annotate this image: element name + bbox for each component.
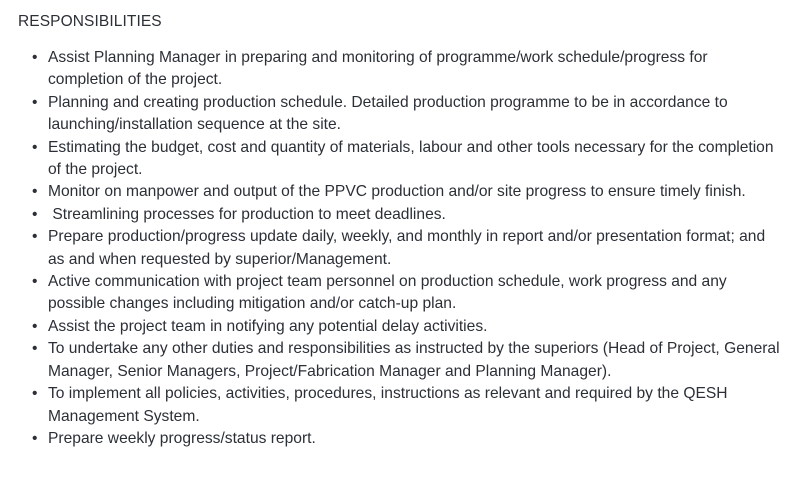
list-item-text: Assist Planning Manager in preparing and monitoring of programme/work schedule/progress for completion of the project.: [48, 49, 708, 89]
list-item: [18, 92, 782, 137]
list-item-text: To implement all policies, activities, procedures, instructions as relevant and required by the QESH Management System.: [48, 385, 728, 425]
bullet-icon: •: [32, 317, 38, 335]
list-item-text: Active communication with project team personnel on production schedule, work progress and any possible changes including mitigation and/or catch-up plan.: [48, 273, 727, 313]
bullet-icon: •: [32, 49, 38, 66]
bullet-icon: •: [32, 205, 38, 223]
list-item-text: Streamlining processes for production to meet deadlines.: [48, 205, 446, 223]
bullet-icon: •: [32, 138, 38, 156]
list-item: [18, 137, 782, 182]
list-item: [18, 47, 782, 92]
list-item: [18, 226, 782, 271]
bullet-icon: •: [32, 93, 38, 111]
bullet-icon: •: [32, 228, 38, 246]
list-item-text: Prepare production/progress update daily, weekly, and monthly in report and/or presentation format; and as and when requested by superior/Management.: [48, 228, 766, 268]
section-heading: RESPONSIBILITIES: [18, 13, 162, 30]
list-item-text: Estimating the budget, cost and quantity of materials, labour and other tools necessary for the completion of the project.: [48, 138, 774, 179]
bullet-icon: •: [32, 429, 38, 447]
list-item: [18, 204, 782, 226]
list-item-text: To undertake any other duties and responsibilities as instructed by the superiors (Head of Project, General Manager, Senior Managers, Project/Fabrication Manager and Planning Manager).: [48, 340, 780, 380]
list-item: [18, 181, 782, 203]
list-item-text: Prepare weekly progress/status report.: [48, 429, 316, 447]
responsibilities-list: [18, 47, 782, 450]
bullet-icon: •: [32, 183, 38, 201]
bullet-icon: •: [32, 385, 38, 403]
list-item: [18, 338, 782, 383]
list-item: [18, 316, 782, 338]
list-item-text: Planning and creating production schedule. Detailed production programme to be in accordance to launching/installation sequence at the site.: [48, 93, 728, 134]
list-item: [18, 428, 782, 450]
bullet-icon: •: [32, 340, 38, 358]
bullet-icon: •: [32, 273, 38, 291]
list-item-text: Monitor on manpower and output of the PPVC production and/or site progress to ensure timely finish.: [48, 183, 746, 201]
list-item: [18, 383, 782, 428]
list-item-text: Assist the project team in notifying any potential delay activities.: [48, 317, 488, 335]
list-item: [18, 271, 782, 316]
